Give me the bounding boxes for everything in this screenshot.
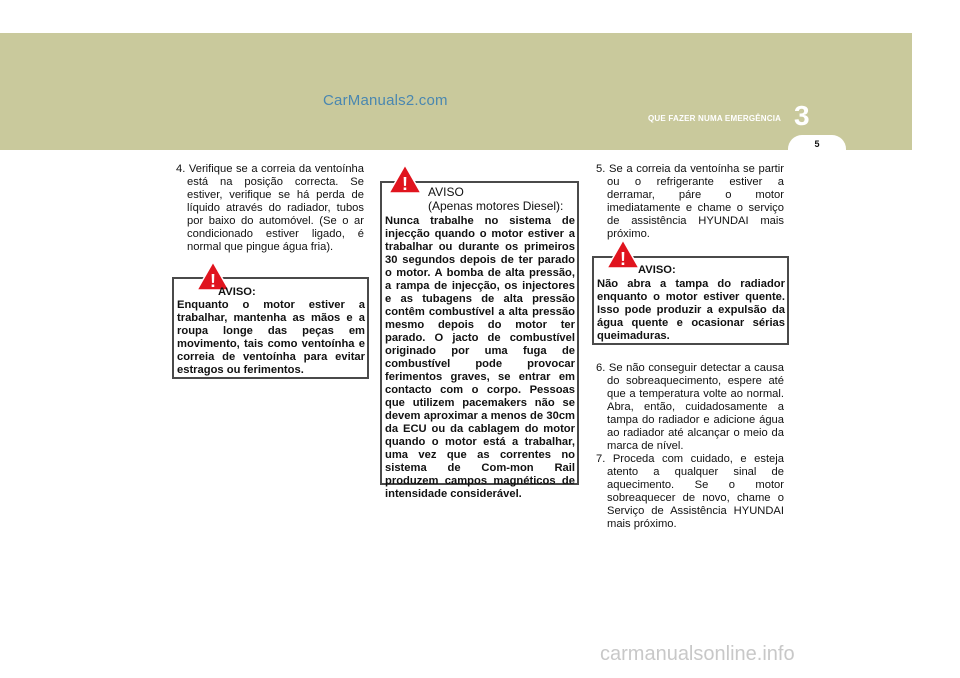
items-6-7 — [596, 362, 784, 531]
svg-text:!: ! — [210, 271, 216, 291]
item-4-text: 4. Verifique se a correia da ventoínha está na posição correcta. Se estiver, verifique se há perda de líquido através do radiador, tubos por baixo do automóvel. (Se o ar condicionado estiver ligado, é normal que pingue água fria). — [176, 163, 364, 253]
item-5-text: 5. Se a correia da ventoínha se partir ou o refrigerante estiver a derramar, páre o motor imediatamente e chame o serviço de assistência HYUNDAI mais próximo. — [596, 163, 784, 240]
item-4 — [176, 163, 364, 254]
item-5 — [596, 163, 784, 241]
warning-box-diesel — [380, 174, 579, 500]
warning-title: AVISO — [428, 185, 464, 199]
page-tab — [788, 135, 846, 163]
page-number: 5 — [814, 139, 820, 149]
section-title: QUE FAZER NUMA EMERGÊNCIA — [648, 114, 782, 123]
svg-text:!: ! — [402, 174, 408, 194]
footer-watermark: carmanualsonline.info — [600, 643, 795, 665]
warning-title: AVISO: — [218, 286, 256, 298]
warning-body: Enquanto o motor estiver a trabalhar, mantenha as mãos e a roupa longe das peças em movimento, tais como ventoínha e correia de ventoínha para evitar estragos ou ferimentos. — [177, 299, 365, 376]
warning-title: AVISO: — [638, 264, 676, 276]
item-6-text: 6. Se não conseguir detectar a causa do sobreaquecimento, espere até que a temperatura volte ao normal. Abra, então, cuidadosamente a tampa do radiador e adicione água ao radiador até alcançar o meio da marca de nível. — [596, 362, 784, 452]
item-7-text: 7. Proceda com cuidado, e esteja atento a qualquer sinal de aquecimento. Se o motor sobreaquecer de novo, chame o Serviço de Assistência HYUNDAI mais próximo. — [596, 453, 784, 530]
warning-box-fan — [172, 271, 369, 379]
warning-body: Não abra a tampa do radiador enquanto o motor estiver quente. Isso pode produzir a expulsão da água quente e ocasionar sérias queimaduras. — [597, 278, 785, 342]
header-band — [0, 33, 912, 150]
warning-triangle-icon — [606, 239, 640, 269]
warning-box-radiator — [592, 249, 789, 345]
chapter-number: 3 — [794, 100, 810, 131]
warning-body: Nunca trabalhe no sistema de injecção quando o motor estiver a trabalhar ou durante os primeiros 30 segundos depois de ter parado o motor. A bomba de alta pressão, a rampa de injecção, os injectores e as tubagens de alta pressão contêm combustível a alta pressão mesmo depois do motor ter parado. O jacto de combustível originado por uma fuga de combustível pode provocar ferimentos graves, se entrar em contacto com o corpo. Pessoas que utilizem pacemakers não se devem aproximar a menos de 30cm da ECU ou da cablagem do motor quando o motor está a trabalhar, uma vez que as correntes no sistema de Com-mon Rail produzem campos magnéticos de intensidade considerável. — [385, 215, 575, 500]
warning-subtitle: (Apenas motores Diesel): — [428, 199, 564, 213]
svg-text:!: ! — [620, 249, 626, 269]
watermark-link[interactable]: CarManuals2.com — [323, 92, 448, 109]
warning-triangle-icon — [388, 164, 422, 194]
